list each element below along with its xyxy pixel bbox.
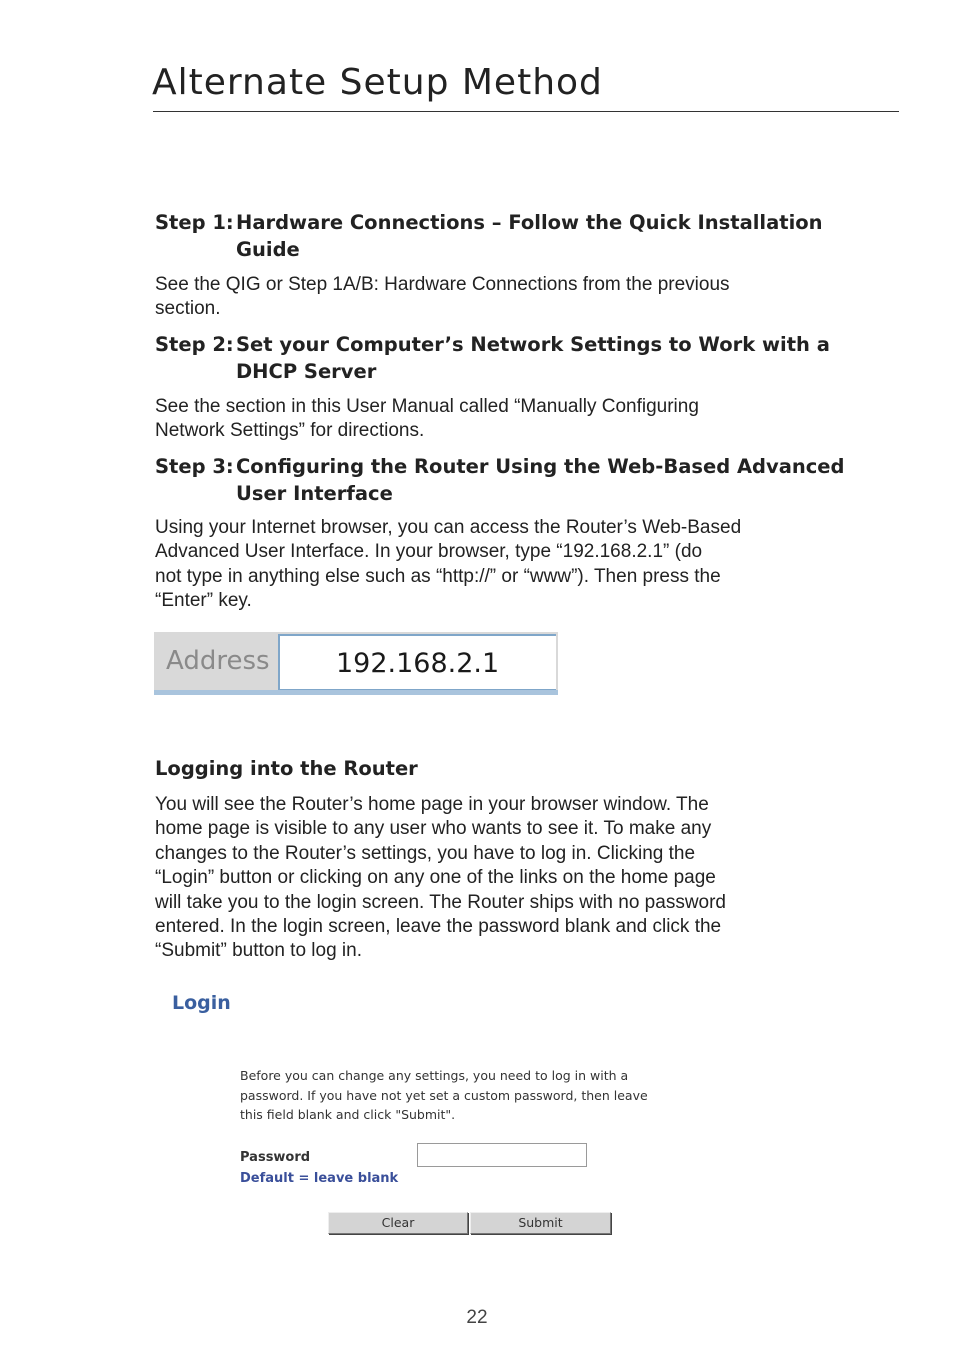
page-number: 22 <box>466 1307 488 1328</box>
step-2-body-line: See the section in this User Manual called “Manually Configuring <box>155 396 699 417</box>
page-title: Alternate Setup Method <box>152 62 603 103</box>
logging-body-line: changes to the Router’s settings, you have to log in. Clicking the <box>155 842 696 864</box>
login-instructions-line: password. If you have not yet set a custom password, then leave <box>240 1087 648 1103</box>
step-2-label: Step 2: <box>155 333 234 356</box>
step-3-title-line1: Configuring the Router Using the Web-Based Advanced <box>236 455 845 478</box>
logging-body-line: You will see the Router’s home page in your browser window. The <box>155 794 709 815</box>
logging-body-line: “Submit” button to log in. <box>155 940 362 962</box>
step-1-body-line: See the QIG or Step 1A/B: Hardware Connections from the previous <box>155 274 730 295</box>
step-3-body-line: not type in anything else such as “http://” or “www”). Then press the <box>155 565 721 587</box>
step-3-body-line: Advanced User Interface. In your browser, type “192.168.2.1” (do <box>155 541 703 563</box>
step-1-body <box>155 273 845 322</box>
step-1-heading <box>155 209 845 263</box>
address-label: Address <box>166 646 270 676</box>
logging-body-line: entered. In the login screen, leave the password blank and click the <box>155 916 722 938</box>
password-input[interactable] <box>417 1143 587 1167</box>
step-3-body-line: “Enter” key. <box>155 590 252 612</box>
password-label: Password <box>240 1150 311 1165</box>
address-bar-strip <box>154 690 558 695</box>
step-3-body <box>155 516 845 614</box>
login-instructions <box>240 1066 710 1125</box>
login-instructions-line: Before you can change any settings, you need to log in with a <box>240 1068 629 1083</box>
password-hint: Default = leave blank <box>240 1171 399 1186</box>
step-2-title-line2: DHCP Server <box>236 360 377 383</box>
address-bar <box>154 632 558 695</box>
logging-body-line: will take you to the login screen. The Router ships with no password <box>155 891 727 913</box>
step-3-title-line2: User Interface <box>236 482 393 505</box>
step-2-body-line: Network Settings” for directions. <box>155 420 425 442</box>
address-field[interactable] <box>278 634 556 692</box>
step-3-body-line: Using your Internet browser, you can access the Router’s Web-Based <box>155 517 742 538</box>
step-1-title-line2: Guide <box>236 238 300 261</box>
address-value: 192.168.2.1 <box>336 648 500 679</box>
logging-heading: Logging into the Router <box>155 757 418 780</box>
logging-body <box>155 793 845 964</box>
login-instructions-line: this field blank and click "Submit". <box>240 1107 456 1122</box>
step-1-label: Step 1: <box>155 211 234 234</box>
step-2-body <box>155 395 845 444</box>
clear-button[interactable]: Clear <box>328 1212 468 1234</box>
login-title: Login <box>172 992 231 1014</box>
step-2-title-line1: Set your Computer’s Network Settings to Work with a <box>236 333 830 356</box>
logging-body-line: home page is visible to any user who wants to see it. To make any <box>155 818 712 840</box>
step-1-title-line1: Hardware Connections – Follow the Quick Installation <box>236 211 823 234</box>
title-divider <box>153 111 899 112</box>
logging-body-line: “Login” button or clicking on any one of the links on the home page <box>155 867 716 889</box>
step-2-heading <box>155 331 845 385</box>
step-3-heading <box>155 453 845 507</box>
step-3-label: Step 3: <box>155 455 234 478</box>
submit-button[interactable]: Submit <box>470 1212 611 1234</box>
step-1-body-line: section. <box>155 298 221 320</box>
